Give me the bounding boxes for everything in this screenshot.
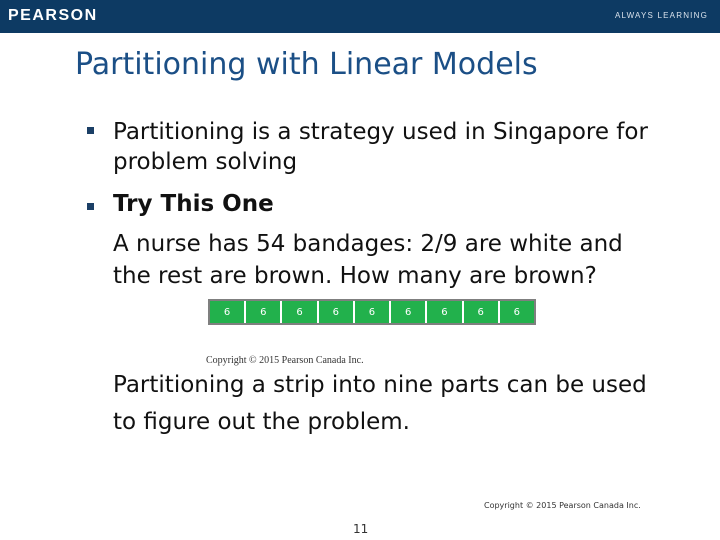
header-tagline: ALWAYS LEARNING — [615, 11, 708, 20]
strip-cell: 6 — [319, 301, 355, 323]
strip-cell: 6 — [464, 301, 500, 323]
bullet-square-icon — [87, 127, 94, 134]
strip-copyright: Copyright © 2015 Pearson Canada Inc. — [206, 355, 364, 366]
footer-copyright: Copyright © 2015 Pearson Canada Inc. — [484, 501, 641, 510]
strip-cell: 6 — [391, 301, 427, 323]
problem-text-line2: the rest are brown. How many are brown? — [113, 263, 597, 289]
slide-title: Partitioning with Linear Models — [75, 47, 538, 82]
strip-cell: 6 — [210, 301, 246, 323]
problem-text-line1: A nurse has 54 bandages: 2/9 are white and — [113, 231, 623, 257]
strip-cell: 6 — [355, 301, 391, 323]
partition-strip — [208, 299, 536, 325]
bullet1-text-line2: problem solving — [113, 149, 298, 175]
strip-cell: 6 — [282, 301, 318, 323]
strip-cell: 6 — [427, 301, 463, 323]
conclusion-text-line1: Partitioning a strip into nine parts can be used — [113, 372, 647, 398]
bullet1-text-line1: Partitioning is a strategy used in Singapore for — [113, 119, 648, 145]
bullet-square-icon — [87, 203, 94, 210]
bullet2-heading: Try This One — [113, 191, 274, 217]
conclusion-text-line2: to figure out the problem. — [113, 409, 410, 435]
header-bar — [0, 0, 720, 33]
strip-cell: 6 — [246, 301, 282, 323]
page-number: 11 — [353, 522, 369, 536]
pearson-logo: PEARSON — [8, 7, 98, 24]
strip-cell: 6 — [500, 301, 534, 323]
